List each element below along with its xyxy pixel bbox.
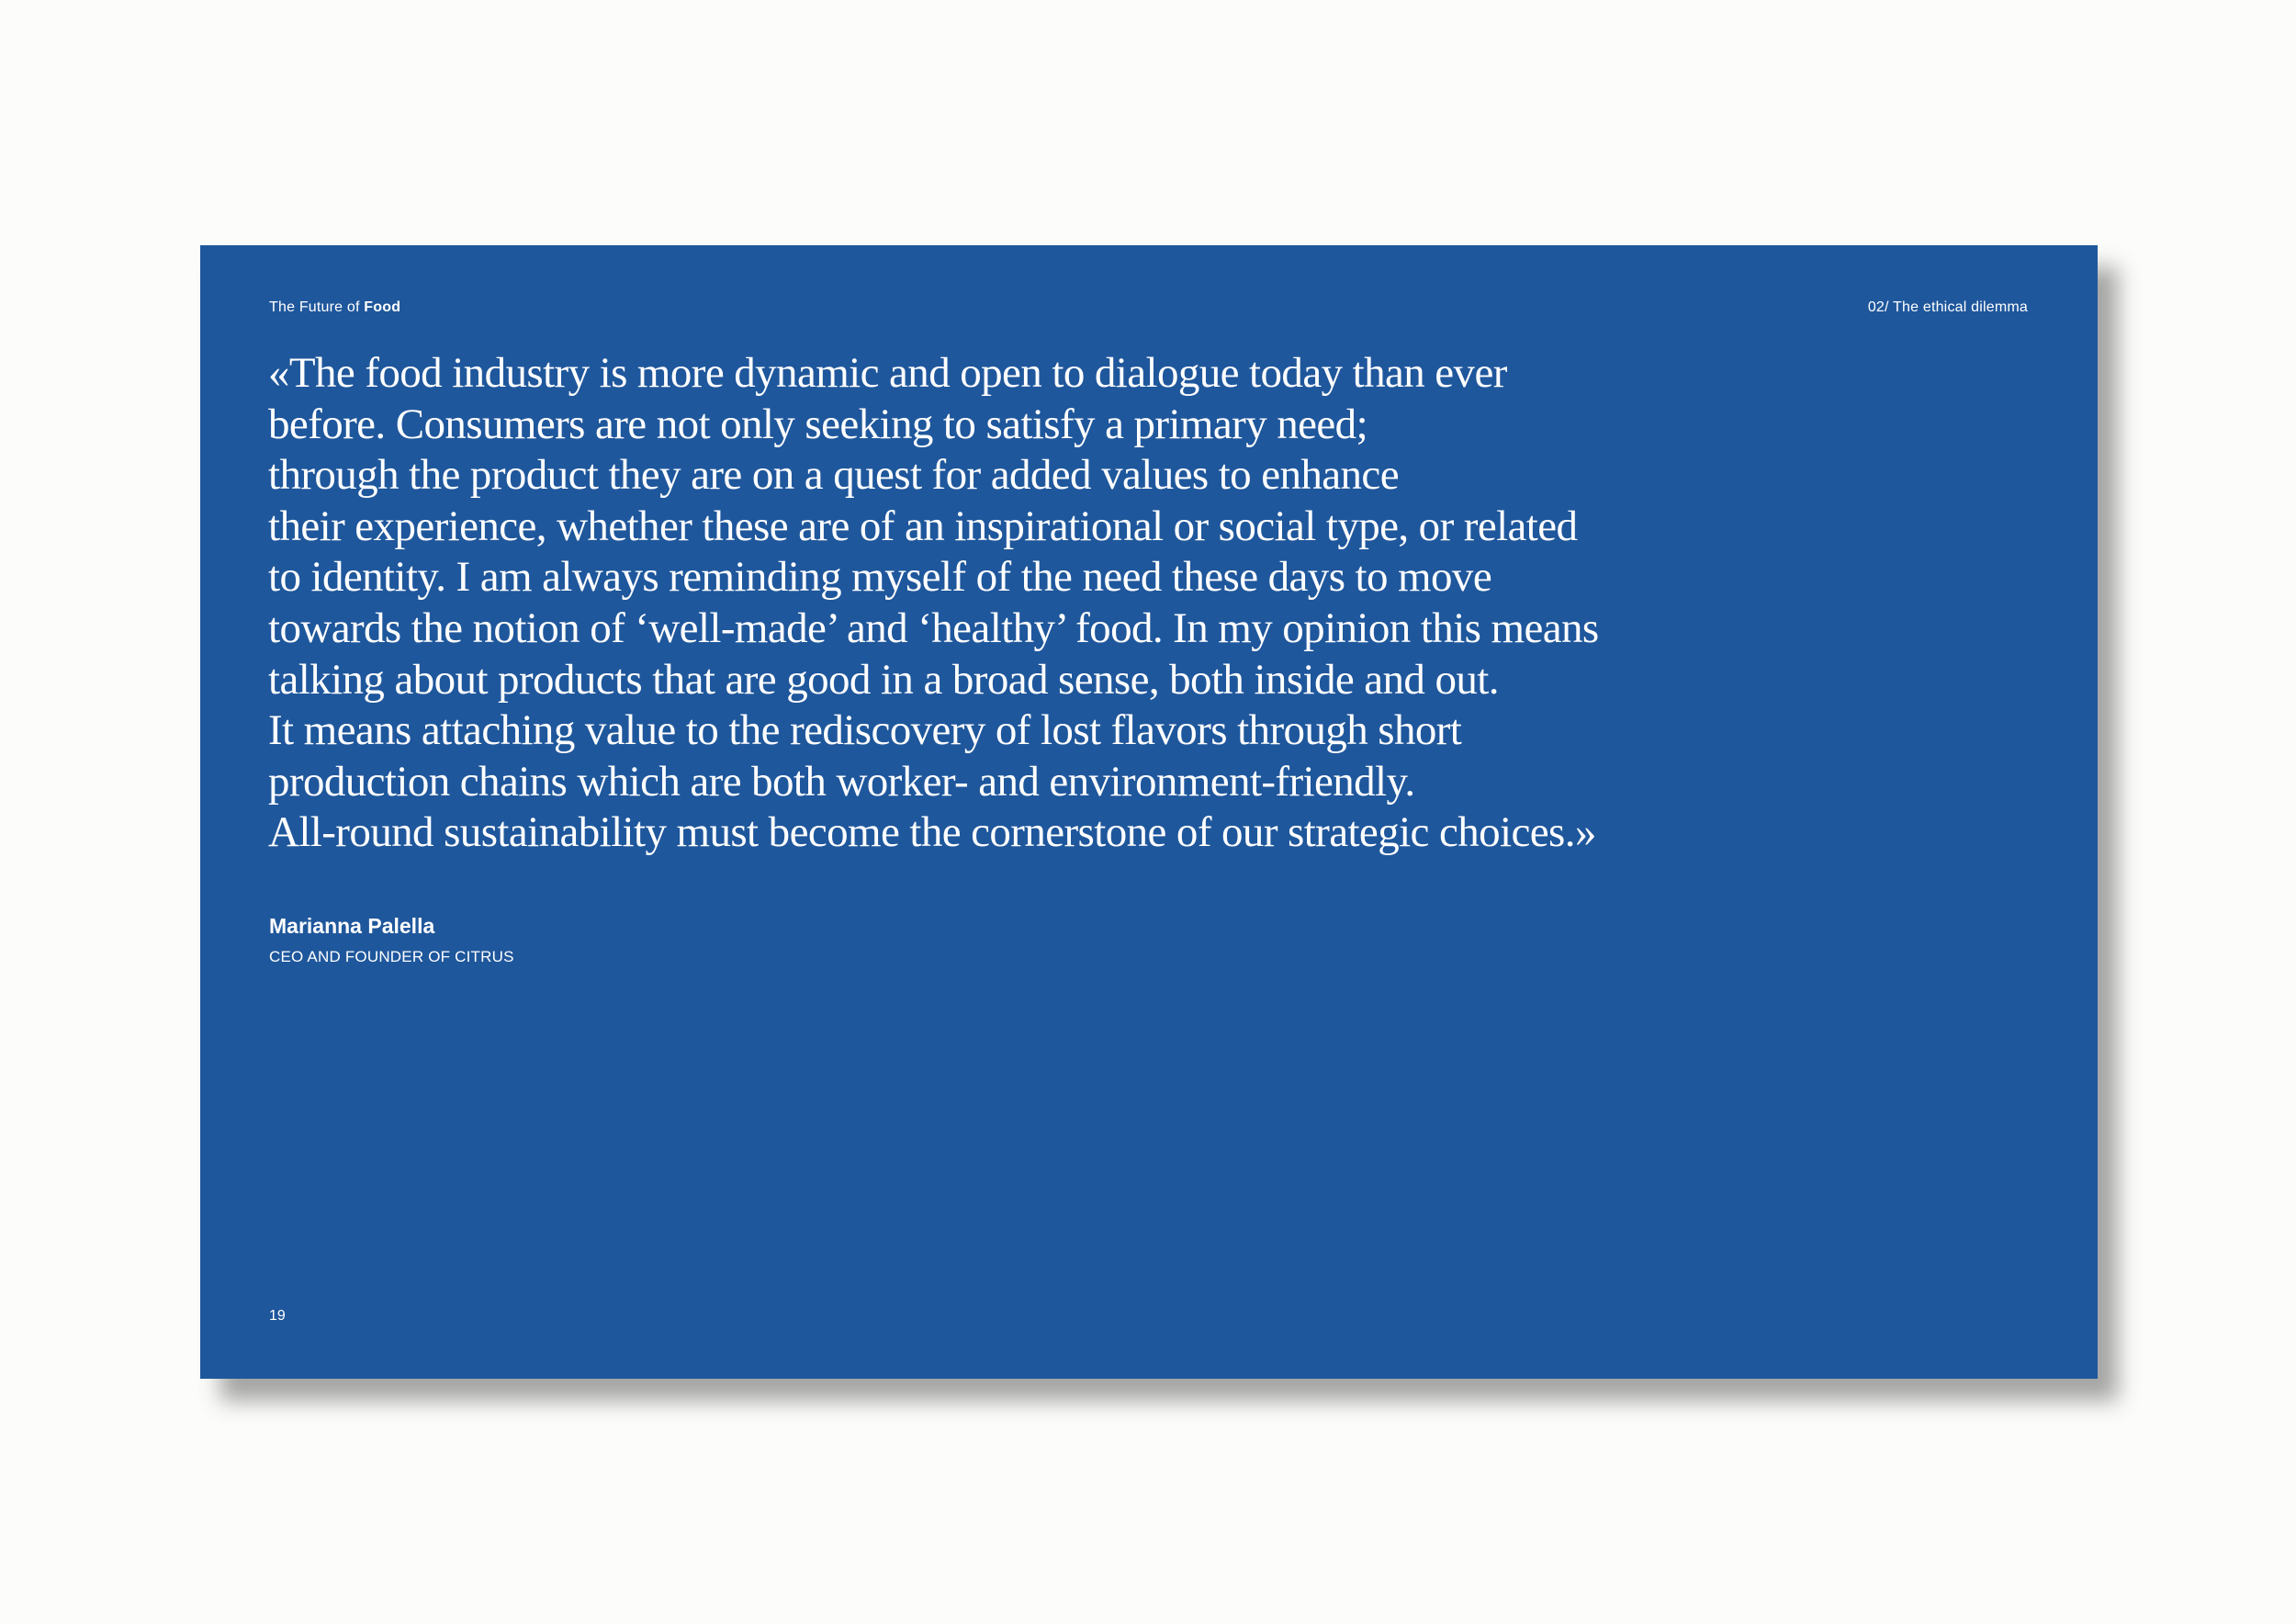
quote-line: their experience, whether these are of an inspirational or social type, or related	[268, 502, 1578, 550]
quote-line: It means attaching value to the rediscovery of lost flavors through short	[268, 706, 1462, 755]
author-name: Marianna Palella	[269, 914, 435, 938]
page-number: 19	[269, 1308, 286, 1324]
author-role: CEO AND FOUNDER OF CITRUS	[269, 948, 514, 965]
quote-line: before. Consumers are not only seeking to satisfy a primary need;	[268, 400, 1368, 448]
quote-line: through the product they are on a quest for added values to enhance	[268, 451, 1399, 500]
header-title-prefix: The Future of	[269, 299, 365, 315]
quote-line: «The food industry is more dynamic and open to dialogue today than ever	[268, 349, 1507, 397]
quote-line: All-round sustainability must become the cornerstone of our strategic choices.»	[268, 808, 1596, 857]
quote-line: towards the notion of ‘well-made’ and ‘healthy’ food. In my opinion this means	[268, 603, 1599, 652]
quote-line: talking about products that are good in a broad sense, both inside and out.	[268, 655, 1499, 704]
quote-line: to identity. I am always reminding myself of the need these days to move	[268, 553, 1492, 602]
running-header-section: 02/ The ethical dilemma	[1867, 299, 2028, 315]
pull-quote	[268, 348, 1701, 859]
document-page	[200, 245, 2098, 1379]
running-header-title	[269, 299, 400, 316]
quote-line: production chains which are both worker- and environment-friendly.	[268, 757, 1415, 806]
header-title-emphasis: Food	[364, 299, 401, 315]
